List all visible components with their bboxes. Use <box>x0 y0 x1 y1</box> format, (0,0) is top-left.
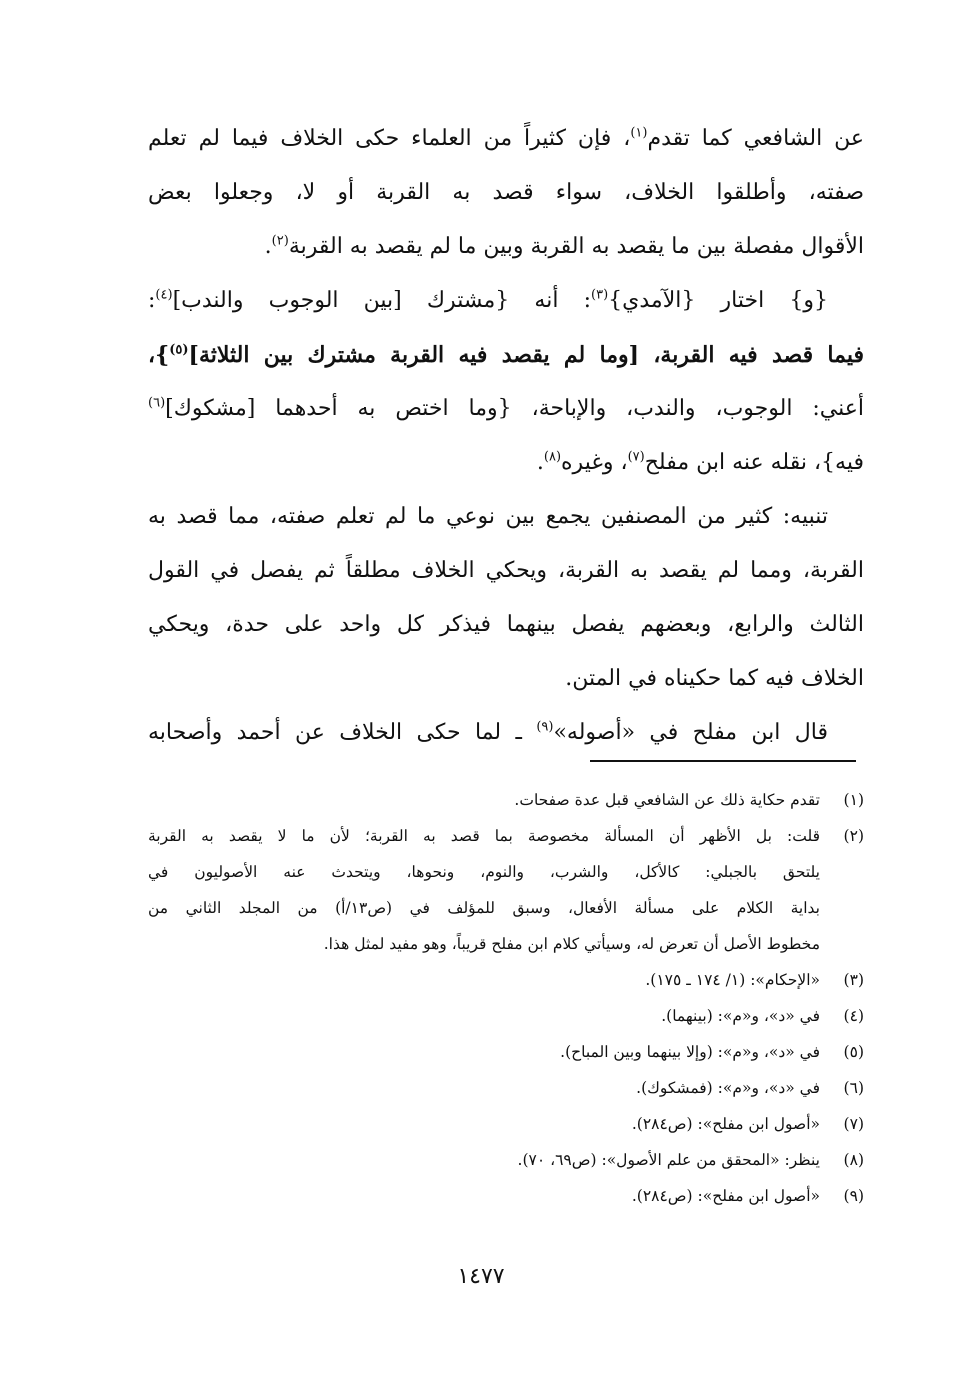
footnote-ref-2[interactable]: (٢) <box>271 233 289 249</box>
footnote-text: في «د»، و«م»: (وإلا بينهما وبين المباح). <box>560 1043 820 1061</box>
footnote-separator <box>590 760 856 762</box>
footnote-1 <box>148 782 864 818</box>
footnote-2 <box>148 818 864 962</box>
footnote-number: (٨) <box>843 1151 864 1169</box>
text-line-7: فيه}، نقله عنه ابن مفلح$^{(٧)}$، وغيره$^{(٨)}$. <box>536 449 864 475</box>
footnote-text: في «د»، و«م»: (فمشكوك). <box>636 1079 820 1097</box>
text-line-9: القربة، ومما لم يقصد به القربة، ويحكي الخلاف مطلقاً ثم يفصل في القول <box>148 558 864 583</box>
footnote-text: ينظر: «المحقق من علم الأصول»: (ص٦٩، ٧٠). <box>517 1151 820 1169</box>
footnote-text: في «د»، و«م»: (بينهما). <box>661 1007 820 1025</box>
footnote-number: (٣) <box>843 971 864 989</box>
text-line-8: تنبيه: كثير من المصنفين يجمع بين نوعي ما لم تعلم صفته، مما قصد به <box>148 504 828 529</box>
text-line-4: {و} اختار {الآمدي}$^{(٣)}$: أنه {مشترك [بين الوجوب والندب]$^{(٤)}$: <box>148 287 828 313</box>
page-number: ١٤٧٧ <box>457 1264 505 1289</box>
footnotes <box>148 782 864 1214</box>
footnote-3 <box>148 962 864 998</box>
footnote-ref-3[interactable]: (٣) <box>591 287 609 303</box>
text-line-6: أعني: الوجوب، والندب، والإباحة، {وما اختص به أحدهما [مشكوك]$^{(٦)}$ <box>148 395 864 421</box>
footnote-number: (٧) <box>843 1115 864 1133</box>
footnote-ref-8[interactable]: (٨) <box>543 449 562 465</box>
footnote-text: مخطوط الأصل أن تعرض له، وسيأتي كلام ابن مفلح قريباً، وهو مفيد لمثل هذا. <box>323 935 820 953</box>
text-line-11: الخلاف فيه كما حكيناه في المتن. <box>565 666 864 691</box>
text-line-2: صفته، وأطلقوا الخلاف، سواء قصد به القربة أو لا، وجعلوا بعض <box>148 180 864 205</box>
footnote-text: بداية الكلام على مسألة الأفعال، وسبق للمؤلف في (ص١٣/أ) من المجلد الثاني من <box>148 899 820 917</box>
footnote-text: «الإحكام»: (١/ ١٧٤ ـ ١٧٥). <box>645 971 820 989</box>
footnote-text: «أصول ابن مفلح»: (ص٢٨٤). <box>631 1187 820 1205</box>
footnote-6 <box>148 1070 864 1106</box>
footnote-9 <box>148 1178 864 1214</box>
text-line-10: الثالث والرابع، وبعضهم يفصل بينهما فيذكر كل واحد على حدة، ويحكي <box>148 612 864 637</box>
text-line-12: قال ابن مفلح في «أصوله»$^{(٩)}$ ـ لما حكى الخلاف عن أحمد وأصحابه <box>148 719 828 745</box>
text-line-5: فيما قصد فيه القربة، [وما لم يقصد فيه القربة مشترك بين الثلاثة]$^{(٥)}$}، <box>148 342 864 368</box>
text-line-1: عن الشافعي كما تقدم$^{(١)}$، فإن كثيراً من العلماء حكى الخلاف فيما لم تعلم <box>148 125 864 151</box>
text-line-3: الأقوال مفصلة بين ما يقصد به القربة وبين ما لم يقصد به القربة$^{(٢)}$. <box>264 233 864 259</box>
footnote-number: (٢) <box>843 827 864 845</box>
footnote-number: (٤) <box>843 1007 864 1025</box>
footnote-ref-1[interactable]: (١) <box>630 125 648 141</box>
footnote-number: (٩) <box>843 1187 864 1205</box>
footnote-text: يلتحق بالجبلي: كالأكل، والشرب، والنوم، ونحوها، ويتحدث عنه الأصوليون في <box>148 863 820 881</box>
footnote-number: (٦) <box>843 1079 864 1097</box>
footnote-ref-7[interactable]: (٧) <box>627 449 645 465</box>
footnote-text: «أصول ابن مفلح»: (ص٢٨٤). <box>631 1115 820 1133</box>
footnote-text: تقدم حكاية ذلك عن الشافعي قبل عدة صفحات. <box>514 791 820 809</box>
footnote-5 <box>148 1034 864 1070</box>
footnote-number: (٥) <box>843 1043 864 1061</box>
footnote-ref-6[interactable]: (٦) <box>148 395 166 411</box>
footnote-8 <box>148 1142 864 1178</box>
footnote-text: قلت: بل الأظهر أن المسألة مخصوصة بما قصد به القربة؛ لأن ما لا يقصد به القربة <box>148 827 820 845</box>
footnote-ref-5[interactable]: (٥) <box>169 342 189 358</box>
footnote-number: (١) <box>843 791 864 809</box>
footnote-ref-4[interactable]: (٤) <box>155 287 173 303</box>
footnote-ref-9[interactable]: (٩) <box>536 719 554 735</box>
footnote-7 <box>148 1106 864 1142</box>
footnote-4 <box>148 998 864 1034</box>
main-text <box>148 112 864 760</box>
